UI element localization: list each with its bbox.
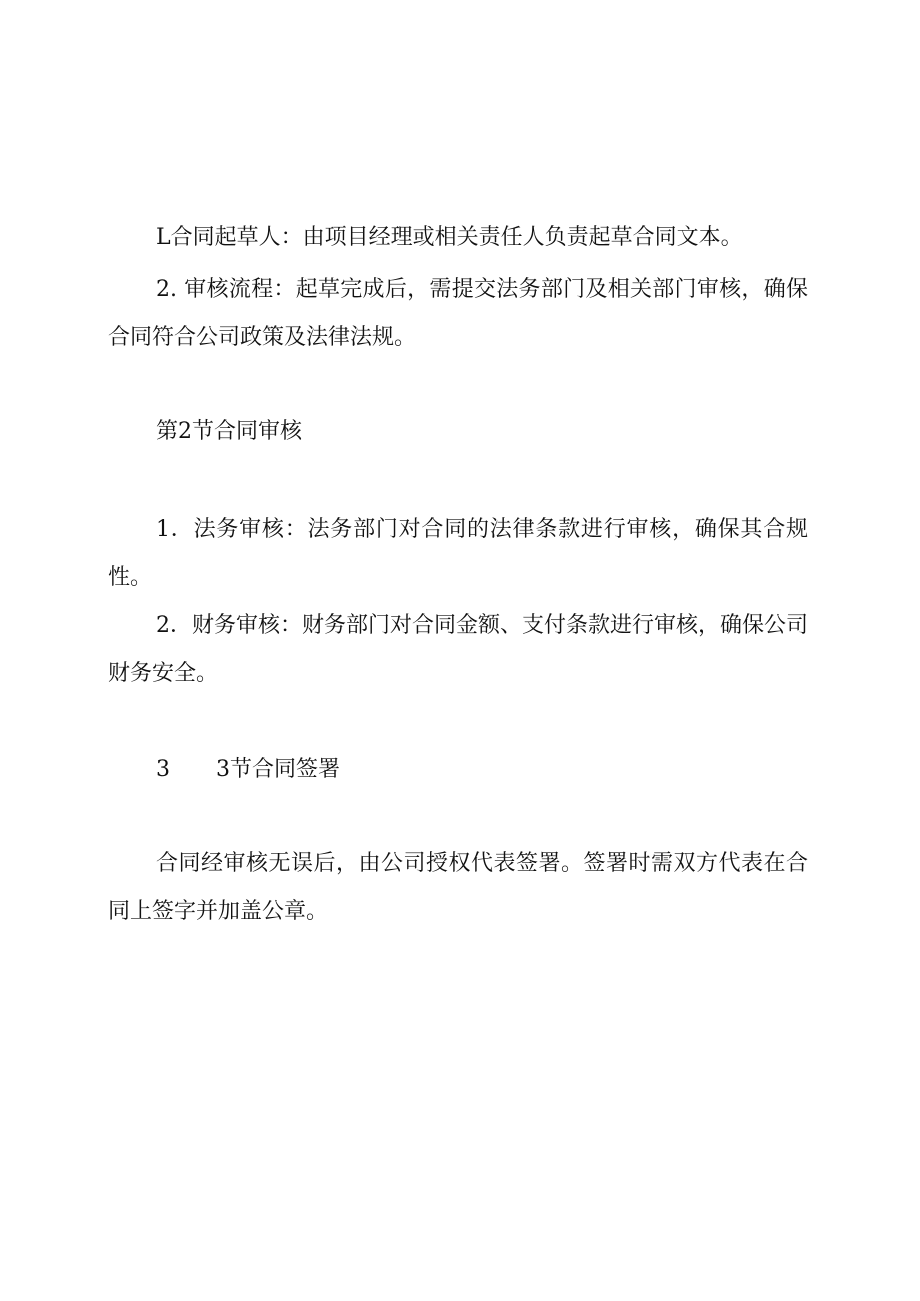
item-drafter: L合同起草人：由项目经理或相关责任人负责起草合同文本。	[156, 225, 743, 250]
section2-heading: 第2节合同审核	[156, 419, 302, 444]
section3-heading: 3节合同签署	[216, 757, 340, 782]
item-finance-review: 2．财务审核：财务部门对合同金额、支付条款进行审核，确保公司财务安全。	[108, 613, 808, 686]
section3-number: 3	[156, 757, 170, 782]
item-review-process: 2. 审核流程：起草完成后，需提交法务部门及相关部门审核，确保合同符合公司政策及法律法规。	[108, 277, 808, 350]
section3-heading-line	[156, 746, 340, 794]
item-legal-review: 1．法务审核：法务部门对合同的法律条款进行审核，确保其合规性。	[108, 517, 808, 590]
signing-paragraph: 合同经审核无误后，由公司授权代表签署。签署时需双方代表在合同上签字并加盖公章。	[108, 851, 808, 924]
